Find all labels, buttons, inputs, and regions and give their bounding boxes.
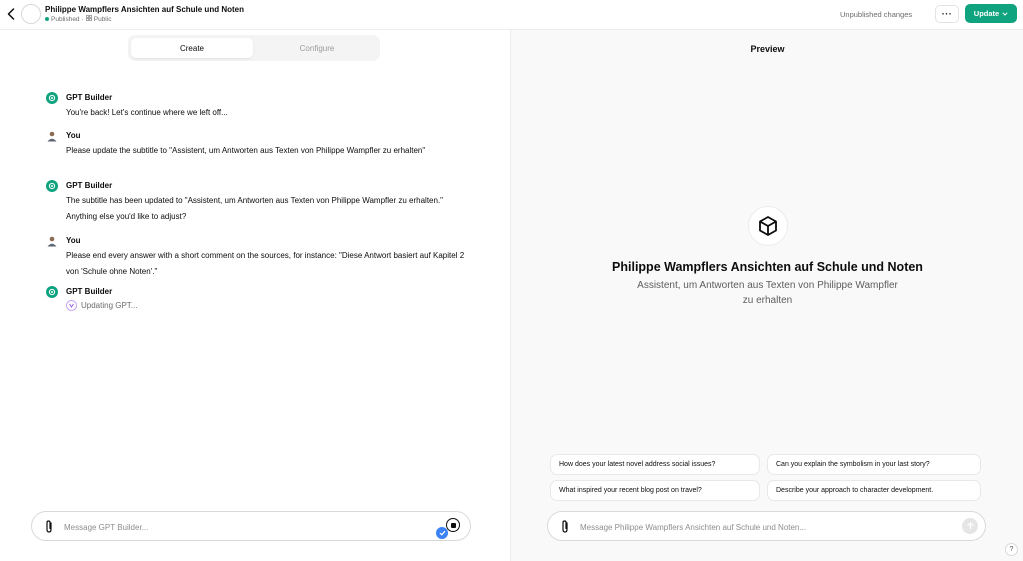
tab-configure[interactable]: Configure [299,43,335,53]
public-icon [86,15,92,23]
publish-status [45,15,111,23]
tab-switcher [128,35,380,61]
message-author: You [66,131,81,140]
preview-gpt-description: Assistent, um Antworten aus Texten von Philippe Wampfler zu erhalten [637,280,898,306]
gpt-logo [748,206,788,246]
message-author: GPT Builder [66,93,113,102]
preview-panel [510,30,1023,561]
status-text: Published [51,15,80,23]
stop-icon [451,523,456,528]
builder-message-input[interactable] [64,520,424,534]
user-avatar-icon [46,130,58,142]
loading-spinner-icon [66,300,77,311]
conversation-starter[interactable]: Can you explain the symbolism in your last story? [767,454,981,475]
updating-text: Updating GPT... [81,301,138,310]
conversation-starter[interactable]: How does your latest novel address social issues? [550,454,760,475]
preview-composer [547,511,986,541]
message-author: You [66,236,81,245]
tab-create[interactable]: Create [131,38,253,58]
stop-generating-button[interactable] [446,518,460,532]
conversation-starter[interactable]: Describe your approach to character development. [767,480,981,501]
message-author: GPT Builder [66,181,113,190]
gpt-builder-logo-icon [46,180,58,192]
help-button[interactable]: ? [1005,543,1018,556]
conversation-starter[interactable]: What inspired your recent blog post on travel? [550,480,760,501]
preview-heading: Preview [750,44,785,54]
update-label: Update [973,9,1000,18]
more-options-button[interactable]: ··· [935,5,959,23]
chevron-down-icon [1002,12,1008,16]
gpt-builder-logo-icon [46,92,58,104]
published-dot-icon [45,17,49,21]
top-bar [0,0,1023,30]
builder-composer [31,511,471,541]
cube-icon [757,215,779,237]
send-button[interactable] [962,518,978,534]
update-button[interactable] [965,4,1017,23]
back-arrow-icon[interactable] [4,6,18,22]
unpublished-changes-link[interactable]: Unpublished changes [840,10,913,19]
gpt-builder-logo-icon [46,286,58,298]
chat-message [46,130,476,172]
visibility-text: Public [93,15,112,23]
message-text: The subtitle has been updated to "Assistent, um Antworten aus Texten von Philippe Wampfler zu erhalten." Anything else you'd like to adjust? [66,196,444,221]
preview-gpt-name: Philippe Wampflers Ansichten auf Schule und Noten [612,260,923,274]
gpt-avatar [21,4,41,24]
chat-message [46,286,476,318]
chat-message [46,180,476,222]
gpt-title: Philippe Wampflers Ansichten auf Schule und Noten [45,5,244,14]
user-avatar-icon [46,235,58,247]
message-author: GPT Builder [66,287,113,296]
paperclip-icon[interactable] [44,519,56,535]
builder-panel [0,30,510,561]
status-separator: · [81,15,84,23]
paperclip-icon[interactable] [560,519,572,535]
arrow-up-icon [967,522,974,530]
grammar-check-icon[interactable] [436,527,448,539]
preview-message-input[interactable] [580,520,940,534]
message-text: Please end every answer with a short comment on the sources, for instance: "Diese Antwort basiert auf Kapitel 2 von 'Schule ohne Noten'." [66,251,465,276]
chat-message [46,92,476,122]
chat-message [46,235,476,277]
message-text: Please update the subtitle to "Assistent, um Antworten aus Texten von Philippe Wampfler zu erhalten" [66,146,426,155]
message-text: You're back! Let's continue where we left off... [66,108,228,117]
updating-status [66,300,137,311]
